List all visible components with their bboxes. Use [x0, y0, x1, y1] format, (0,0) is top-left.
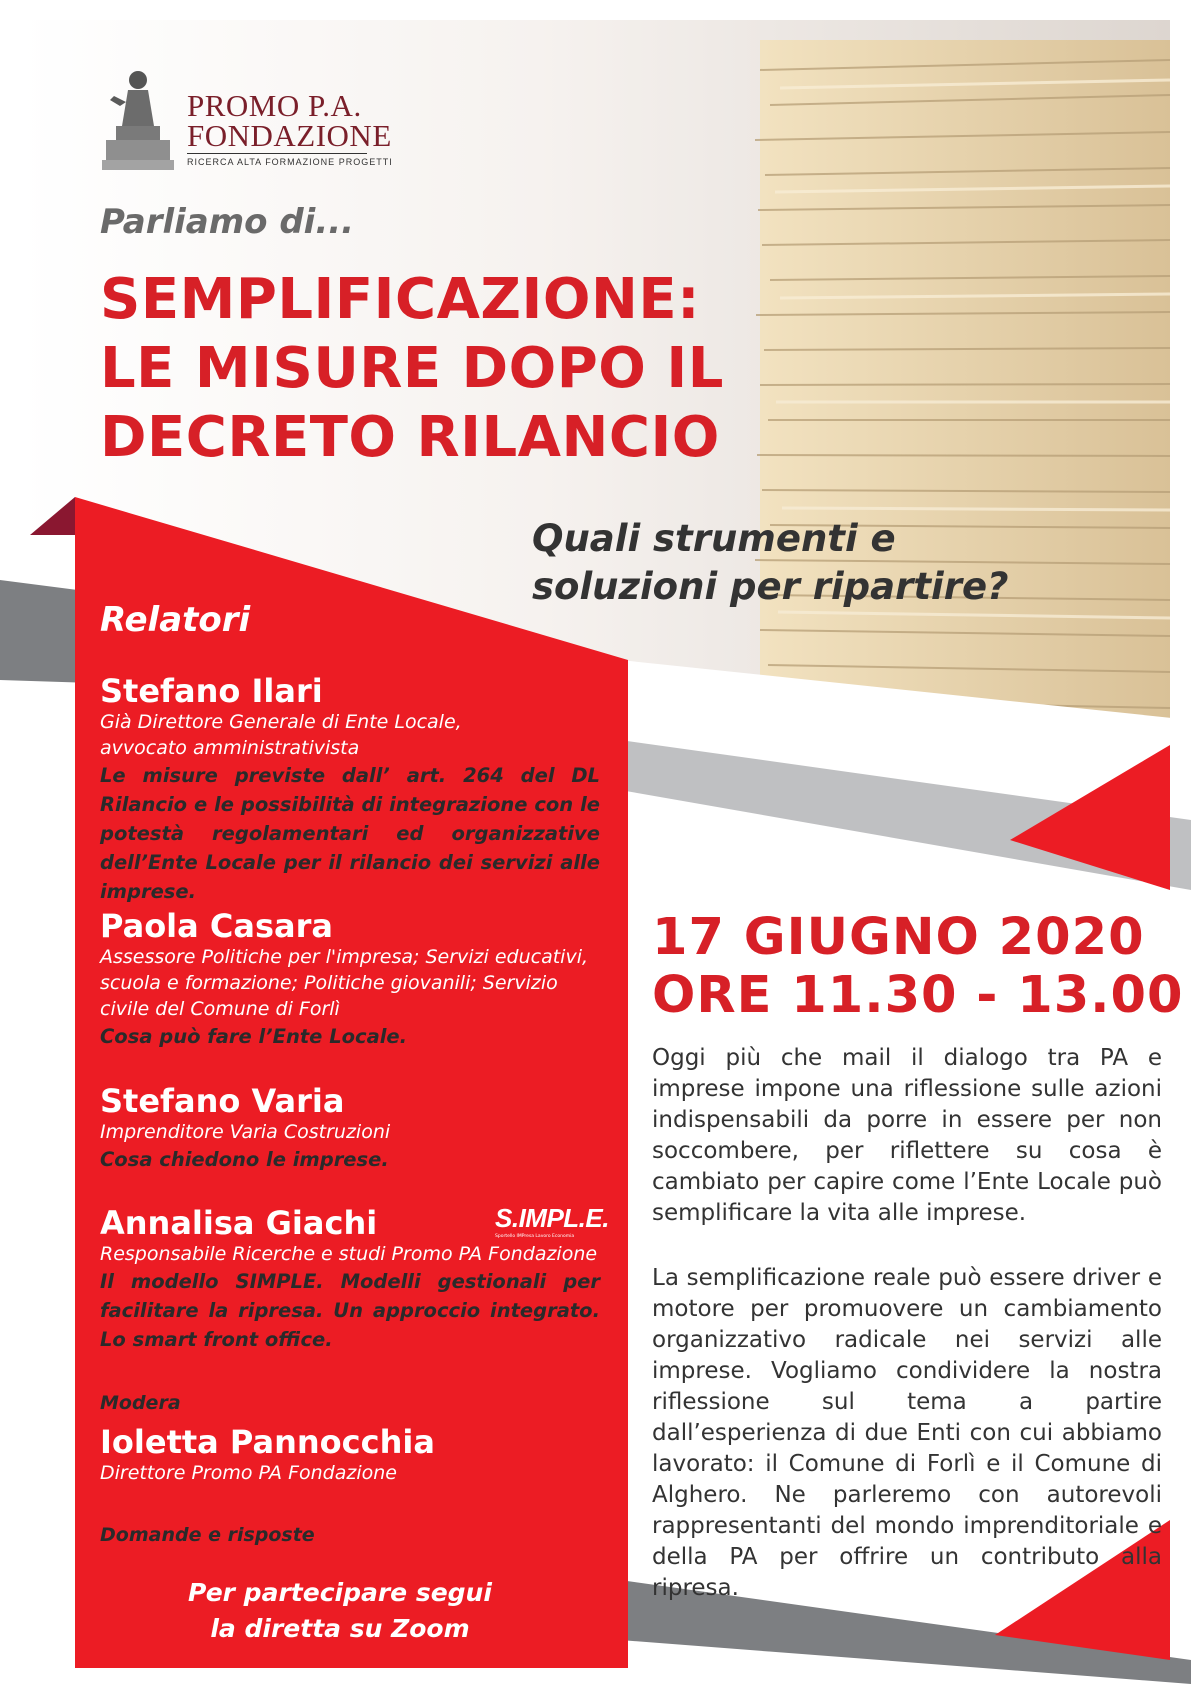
speaker-topic: Le misure previste dall’ art. 264 del DL Rilancio e le possibilità di integrazione con le potestà regolamentari ed organizzative dell’Ente Locale per il rilancio dei servizi alle imprese.	[100, 764, 600, 903]
simple-logo	[495, 1203, 609, 1239]
event-time: ORE 11.30 - 13.00	[652, 966, 1184, 1025]
headline-line-3: DECRETO RILANCIO	[100, 405, 720, 470]
statue-icon	[100, 66, 175, 170]
speaker-name: Paola Casara	[100, 907, 333, 945]
event-paragraph-1: Oggi più che mail il dialogo tra PA e imprese impone una riflessione sulle azioni indispensabili da porre in essere per non soccombere, per riflettere su cosa è cambiato per capire come l’Ente Locale può semplificare la vita alle imprese.	[652, 1045, 1162, 1226]
speaker-role-line: Assessore Politiche per l'impresa; Servizi educativi,	[100, 946, 589, 968]
speaker-topic: Cosa chiedono le imprese.	[100, 1148, 389, 1171]
logo-divider	[187, 153, 367, 154]
speaker-1	[100, 673, 600, 906]
speaker-2	[100, 908, 600, 1051]
cta-line-2: la diretta su Zoom	[210, 1614, 470, 1643]
moderator-role: Direttore Promo PA Fondazione	[100, 1462, 397, 1484]
intro-text: Parliamo di...	[100, 202, 355, 242]
speaker-role-line: avvocato amministrativista	[100, 737, 360, 759]
moderator-label: Modera	[100, 1392, 181, 1414]
speaker-role-line: civile del Comune di Forlì	[100, 998, 340, 1020]
zoom-cta	[100, 1575, 580, 1647]
qa-text: Domande e risposte	[100, 1524, 315, 1546]
subheadline	[532, 515, 1009, 611]
simple-logo-subtitle: Sportello IMPresa Lavoro Economia	[495, 1234, 575, 1239]
cta-line-1: Per partecipare segui	[188, 1578, 492, 1607]
speaker-3	[100, 1083, 600, 1174]
speaker-role-line: scuola e formazione; Politiche giovanili; Servizio	[100, 972, 558, 994]
speaker-name: Stefano Ilari	[100, 672, 323, 710]
simple-logo-text: S.IMPL.E.	[495, 1203, 609, 1233]
logo-line-1: PROMO P.A.	[187, 88, 362, 123]
moderator	[100, 1424, 600, 1486]
headline-line-1: SEMPLIFICAZIONE:	[100, 267, 700, 332]
logo-line-2: FONDAZIONE	[187, 118, 392, 153]
speakers-title: Relatori	[100, 600, 251, 640]
subheadline-line-2: soluzioni per ripartire?	[532, 565, 1009, 608]
headline-line-2: LE MISURE DOPO IL	[100, 336, 724, 401]
speaker-topic: Il modello SIMPLE. Modelli gestionali per facilitare la ripresa. Un approccio integrato. Lo smart front office.	[100, 1270, 600, 1351]
event-date: 17 GIUGNO 2020	[652, 908, 1145, 967]
speaker-name: Stefano Varia	[100, 1082, 345, 1120]
headline	[100, 265, 724, 472]
speaker-topic: Cosa può fare l’Ente Locale.	[100, 1025, 408, 1048]
moderator-name: Ioletta Pannocchia	[100, 1423, 435, 1461]
logo-tagline: RICERCA ALTA FORMAZIONE PROGETTI	[187, 157, 393, 167]
speaker-name: Annalisa Giachi	[100, 1204, 378, 1242]
speaker-role-line: Già Direttore Generale di Ente Locale,	[100, 711, 462, 733]
speaker-role-line: Imprenditore Varia Costruzioni	[100, 1121, 391, 1143]
subheadline-line-1: Quali strumenti e	[532, 517, 896, 560]
event-paragraph-2: La semplificazione reale può essere driver e motore per promuovere un cambiamento organizzativo radicale nei servizi alle imprese. Vogliamo condividere la nostra riflessione sul tema a partire dall’esperienza di due Enti con cui abbiamo lavorato: il Comune di Forlì e il Comune di Alghero. Ne parleremo con autorevoli rappresentanti del mondo imprenditoriale e della PA per offrire un contributo alla ripresa.	[652, 1265, 1162, 1601]
speaker-role-line: Responsabile Ricerche e studi Promo PA Fondazione	[100, 1243, 598, 1265]
